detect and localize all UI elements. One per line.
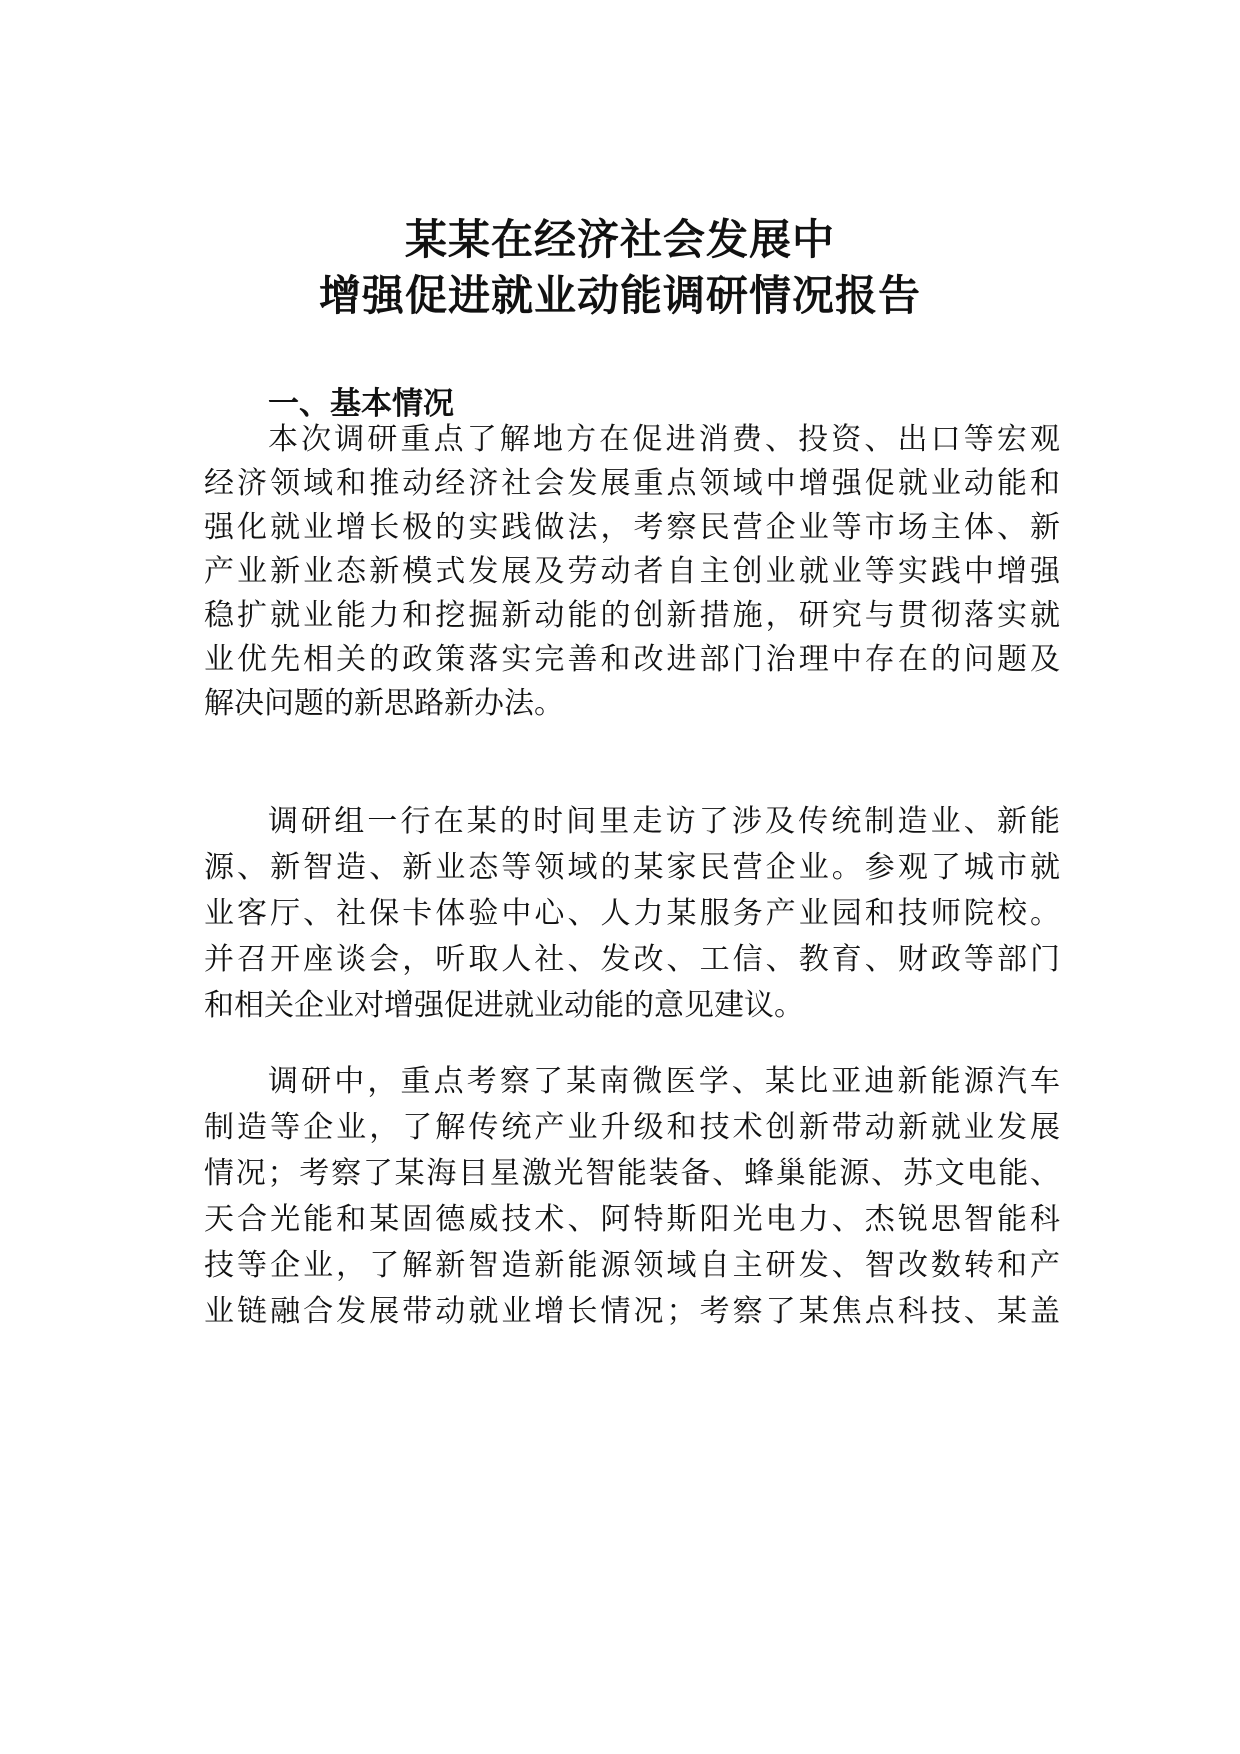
document-title-line-1: 某某在经济社会发展中 (404, 215, 835, 264)
paragraph-3-line: 天合光能和某固德威技术、阿特斯阳光电力、杰锐思智能科 (204, 1202, 1060, 1237)
paragraph-1-line: 本次调研重点了解地方在促进消费、投资、出口等宏观 (268, 422, 1060, 457)
paragraph-1-line: 稳扩就业能力和挖掘新动能的创新措施，研究与贯彻落实就 (204, 598, 1060, 633)
paragraph-1-line: 强化就业增长极的实践做法，考察民营企业等市场主体、新 (204, 510, 1060, 545)
paragraph-2-line: 并召开座谈会，听取人社、发改、工信、教育、财政等部门 (204, 942, 1060, 977)
paragraph-3-line: 技等企业，了解新智造新能源领域自主研发、智改数转和产 (204, 1248, 1060, 1283)
paragraph-3-line: 业链融合发展带动就业增长情况；考察了某焦点科技、某盖 (204, 1294, 1060, 1329)
paragraph-1-line: 经济领域和推动经济社会发展重点领域中增强促就业动能和 (204, 466, 1060, 501)
paragraph-1-line: 解决问题的新思路新办法。 (204, 686, 564, 721)
paragraph-3-line: 制造等企业，了解传统产业升级和技术创新带动新就业发展 (204, 1110, 1060, 1145)
section-heading: 一、基本情况 (268, 386, 454, 422)
paragraph-3-line: 调研中，重点考察了某南微医学、某比亚迪新能源汽车 (268, 1064, 1060, 1099)
paragraph-1-line: 业优先相关的政策落实完善和改进部门治理中存在的问题及 (204, 642, 1060, 677)
paragraph-2-line: 和相关企业对增强促进就业动能的意见建议。 (204, 988, 804, 1023)
paragraph-1-line: 产业新业态新模式发展及劳动者自主创业就业等实践中增强 (204, 554, 1060, 589)
paragraph-3-line: 情况；考察了某海目星激光智能装备、蜂巢能源、苏文电能、 (204, 1156, 1060, 1191)
paragraph-2-line: 调研组一行在某的时间里走访了涉及传统制造业、新能 (268, 804, 1060, 839)
document-title-line-2: 增强促进就业动能调研情况报告 (318, 271, 921, 320)
paragraph-2-line: 业客厅、社保卡体验中心、人力某服务产业园和技师院校。 (204, 896, 1060, 931)
paragraph-2-line: 源、新智造、新业态等领域的某家民营企业。参观了城市就 (204, 850, 1060, 885)
